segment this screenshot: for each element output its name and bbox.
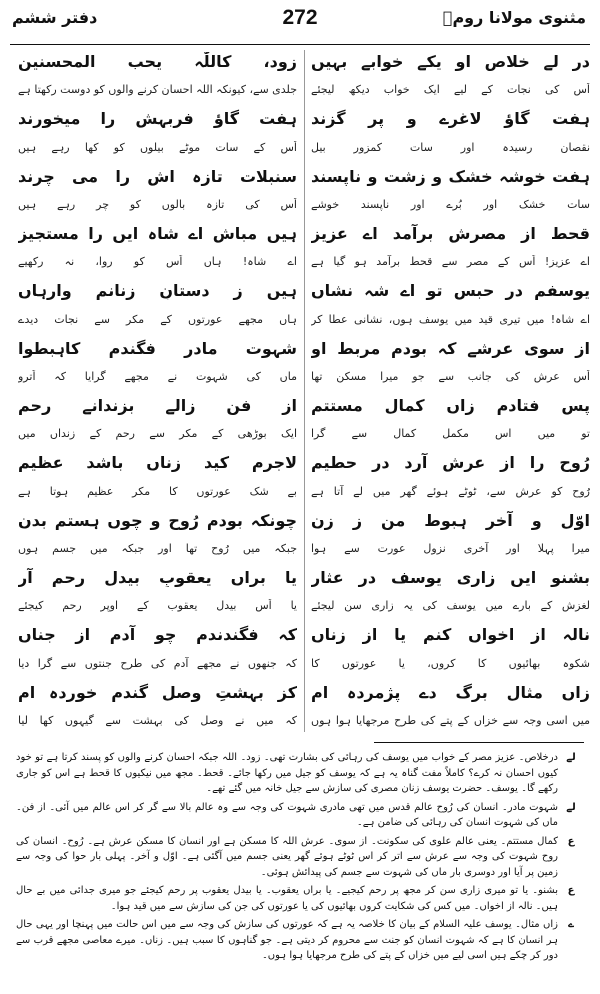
verse-line: پس فتادم زاں کمال مستتم xyxy=(311,396,590,416)
verse-line: ہیں مباش اے شاہ ایں را مستجیز xyxy=(18,224,297,244)
translation-line: جبکہ میں رُوح تھا اور جبکہ میں جسم ہوں xyxy=(18,541,297,555)
verse-line: نالہ از اخواں کنم یا از زناں xyxy=(311,625,590,645)
verse-line: لاجرم کید زناں باشد عظیم xyxy=(18,453,297,473)
translation-line: ایک بوڑھی کے مکر سے رحم کے زنداں میں xyxy=(18,427,297,441)
translation-line: شکوہ بھائیوں کا کروں، یا عورتوں کا xyxy=(311,656,590,670)
page-number: 272 xyxy=(282,6,318,29)
translation-line: اے شاہ! ہاں اُس کو روا، نہ رکھیے xyxy=(18,255,297,269)
footnote-text: زاں مثال۔ یوسف علیہ السلام کے بیان کا خلاصہ یہ ہے کہ عورتوں کی سازش کی وجہ سے میں اس حالت میں پہنچا اور یہی حال ہر انسان کا ہے کہ شہوت انسان کو جنت سے محروم کر دیتی ہے۔ جو گناہوں کا سبب ہیں۔ زناں۔ میرے معاصی مجھے قرب سے دور کر چکے ہیں اسی لیے میں خزاں کے پتے کی طرح مرجھایا ہوا ہوں۔ xyxy=(16,919,558,961)
footnote xyxy=(16,750,584,797)
translation-line: اُس کے سات موٹے بیلوں کو کھا رہے ہیں xyxy=(18,140,297,154)
footnote-text: درخلاص۔ عزیز مصر کے خواب میں یوسف کی رہائی کی بشارت تھی۔ زود۔ اللہ جبکہ احسان کرنے والوں کو پسند کرتا ہے تو خود کیوں احسان نہ کرے؟ کاملاً مفت گناہ یہ ہے کہ یوسف کو جیل میں رکھا جائے۔ قحط۔ مجھ میں نیکیوں کا قحط ہے اس کو جاری رکھے گا۔ یوسف۔ حضرت یوسف زنان مصری کی سازش سے جیل خانہ میں گئے تھے۔ xyxy=(16,752,558,794)
verse-line: کہ فگندندم چو آدم از جناں xyxy=(18,625,297,645)
footnotes xyxy=(16,750,584,986)
translation-line: میرا پہلا اور آخری نزول عورت سے ہوا xyxy=(311,541,590,555)
verse-line: چونکہ بودم رُوح و چوں ہستم بدن xyxy=(18,510,297,530)
translation-line: ہاں مجھے عورتوں کے مکر سے نجات دیدے xyxy=(18,312,297,326)
footnote-text: کمال مستتم۔ یعنی عالم علوی کی سکونت۔ از سوی۔ عرش اللہ کا مسکن ہے اور انسان کا مسکن عرش ہے۔ رُوح۔ انسان کی روح شہوت کی وجہ سے عرش سے اتر کر اس ٹوٹے ہوئے گھر یعنی جسم میں آگئی ہے۔ اوّل و آخر۔ پہلی بار حوا کی وجہ سے زمین پر آیا اور دوسری بار ماں کی شہوت سے جسم کی پیدائش ہوئی۔ xyxy=(16,835,558,878)
verse-line: یوسفم در حبس تو اے شہ نشاں xyxy=(311,281,590,301)
verse-line: زاں مثال برگ دے پژمردہ ام xyxy=(311,682,590,702)
verse-line: از فن زالے بزندانے رحم xyxy=(18,396,297,416)
translation-line: اُس کی تازہ بالوں کو چر رہے ہیں xyxy=(18,197,297,211)
verse-line: ہفت گاؤ فربہش را میخورند xyxy=(18,109,297,129)
translation-line: نقصان رسیدہ اور سات کمزور بیل xyxy=(311,140,590,154)
verse-line: رُوح را از عرش آرد در حطیم xyxy=(311,453,590,473)
book-title: مثنوی مولانا رومؒ xyxy=(442,8,586,27)
footnote-marker: لے xyxy=(566,801,576,813)
footnote-text: بشنو۔ یا تو میری زاری سن کر مجھ پر رحم کیجیے۔ یا براں یعقوب۔ یا بیدل یعقوب پر رحم کیجئے جو میری جدائی میں بے حال ہیں۔ نالہ از اخواں۔ میں کس کی شکایت کروں بھائیوں کی یا عورتوں کی جن کی سازش سے میں قید ہوا۔ xyxy=(16,885,558,912)
verse-line: زود، کاللّٰہ یحب المحسنین xyxy=(18,52,297,71)
verse-line: ہفت خوشہ خشک و زشت و ناپسند xyxy=(311,166,590,186)
footnote-marker: ع xyxy=(567,835,575,847)
translation-line: یا اُس بیدل یعقوب کے اوپر رحم کیجئے xyxy=(18,599,297,613)
footnote xyxy=(16,883,584,914)
footnote xyxy=(16,917,584,964)
translation-line: کہ میں نے وصل کی بہشت سے گیہوں کھا لیا xyxy=(18,713,297,727)
right-column xyxy=(311,52,590,728)
verse-line: کز بہشتِ وصل گندم خوردہ ام xyxy=(18,682,297,702)
translation-line: بے شک عورتوں کا مکر عظیم ہوتا ہے xyxy=(18,484,297,498)
translation-line: کہ جنھوں نے مجھے آدم کی طرح جنتوں سے گرا دیا xyxy=(18,656,297,670)
translation-line: میں اسی وجہ سے خزاں کے پتے کی طرح مرجھایا ہوا ہوں xyxy=(311,713,590,727)
translation-line: جلدی سے، کیونکہ اللہ احسان کرنے والوں کو دوست رکھتا ہے xyxy=(18,83,297,97)
footnote-rule xyxy=(374,742,584,743)
verse-line: ہفت گاؤ لاغرے و پر گزند xyxy=(311,109,590,129)
volume-title: دفتر ششم xyxy=(12,8,98,27)
translation-line: لغزش کے بارے میں یوسف کی یہ زاری سن لیجئے xyxy=(311,599,590,613)
verse-line: یا براں یعقوبِ بیدل رحم آر xyxy=(18,568,297,588)
footnote xyxy=(16,800,584,831)
translation-line: رُوح کو عرش سے، ٹوٹے ہوئے گھر میں لے آتا ہے xyxy=(311,484,590,498)
page-header xyxy=(0,0,600,48)
translation-line: اے شاہ! میں تیری قید میں یوسف ہوں، نشانی عطا کر xyxy=(311,312,590,326)
verse-line: شہوت مادر فگندم کاہبطوا xyxy=(18,338,297,358)
translation-line: اے عزیز! اُس کے مصر سے قحط برآمد ہو گیا ہے xyxy=(311,255,590,269)
footnote-text: شہوت مادر۔ انسان کی رُوح عالم قدس میں تھی مادری شہوت کی وجہ سے وہ عالم بالا سے گر کر اس عالم میں آئی۔ از فن۔ ماں کی شہوت انسان کی رہائی کی ضامن ہے۔ xyxy=(16,801,558,828)
footnote-marker: لے xyxy=(566,752,576,763)
verse-line: ہیں ز دستانِ زنانم وارہاں xyxy=(18,281,297,301)
footnote-marker: ے xyxy=(568,919,574,930)
verse-line: در لے خلاص او یکے خوابے بہیں xyxy=(311,52,590,71)
verse-line: قحط از مصرش برآمد اے عزیز xyxy=(311,224,590,244)
column-divider xyxy=(304,50,305,732)
translation-line: سات خشک اور بُرے اور ناپسند خوشے xyxy=(311,197,590,211)
translation-line: اُس عرش کی جانب سے جو میرا مسکن تھا xyxy=(311,369,590,383)
footnote-marker: ع xyxy=(567,885,575,896)
left-column xyxy=(18,52,297,728)
verse-line: از سوی عرشے کہ بودم مربط او xyxy=(311,338,590,358)
translation-line: ماں کی شہوت نے مجھے گرایا کہ اُترو xyxy=(18,369,297,383)
translation-line: اُس کی نجات کے لیے ایک خواب دیکھ لیجئے xyxy=(311,83,590,97)
footnote xyxy=(16,834,584,881)
verse-line: سنبلات تازہ اش را می چرند xyxy=(18,166,297,186)
translation-line: تو میں اس مکمل کمال سے گرا xyxy=(311,427,590,441)
header-rule xyxy=(10,44,590,45)
verse-line: اوّل و آخر ہبوط من ز زن xyxy=(311,510,590,530)
verse-line: بشنو ایں زاری یوسف در عثار xyxy=(311,568,590,588)
